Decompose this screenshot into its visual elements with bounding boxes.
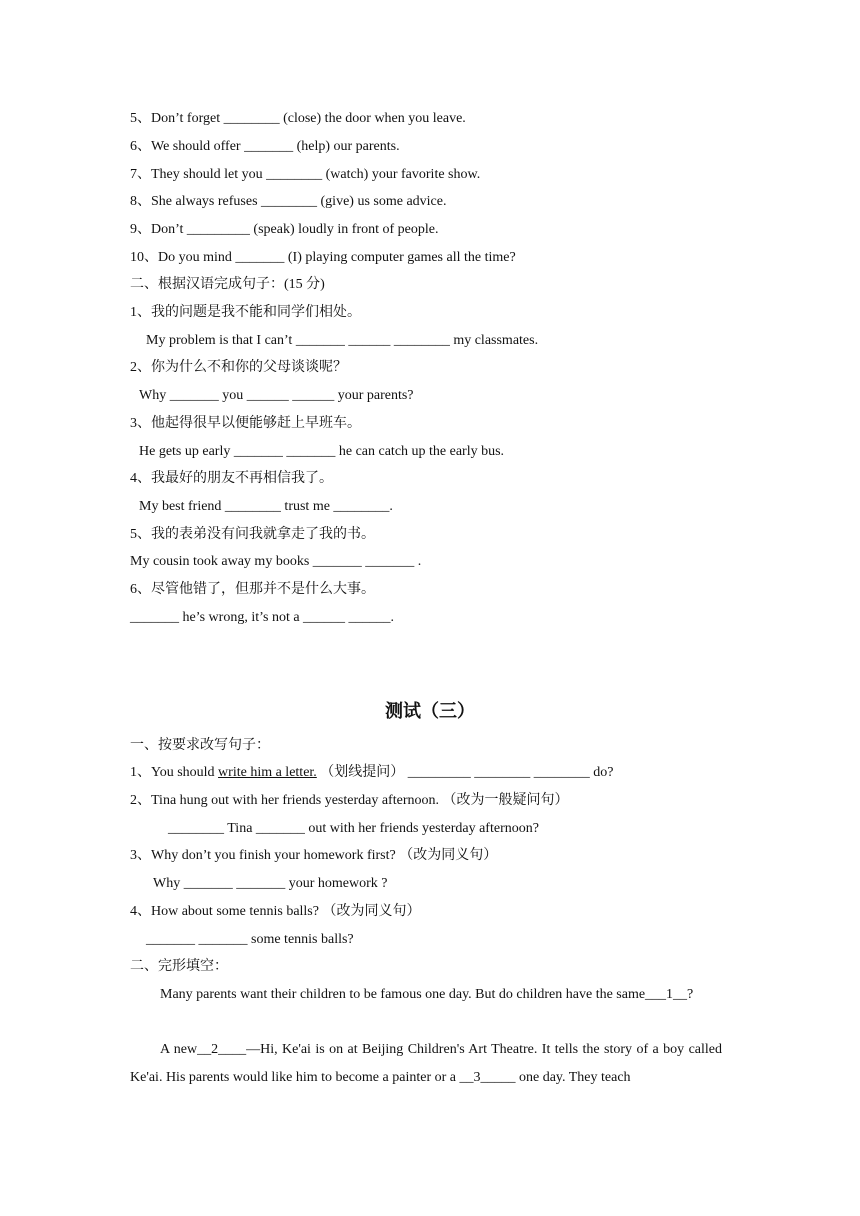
exercise-item-9: 9、Don’t _________ (speak) loudly in front of people. <box>130 222 439 237</box>
english-sentence: Why _______ you ______ ______ your parents? <box>139 388 414 403</box>
answer-line: ________ Tina _______ out with her friends yesterday afternoon? <box>168 821 539 836</box>
chinese-prompt: 6、尽管他错了，但那并不是什么大事。 <box>130 582 375 597</box>
test-title: 测试（三） <box>385 701 475 722</box>
exercise-item-10: 10、Do you mind _______ (I) playing computer games all the time? <box>130 250 516 265</box>
rewrite-question-2: 2、Tina hung out with her friends yesterday afternoon. （改为一般疑问句） <box>130 793 569 808</box>
chinese-prompt: 1、我的问题是我不能和同学们相处。 <box>130 305 361 320</box>
chinese-prompt: 4、我最好的朋友不再相信我了。 <box>130 471 333 486</box>
question-text: （划线提问） _________ ________ ________ do? <box>316 765 614 780</box>
cloze-paragraph: Many parents want their children to be famous one day. But do children have the same___1__? <box>160 987 694 1002</box>
english-sentence: My problem is that I can’t _______ ______ ________ my classmates. <box>146 333 539 348</box>
section-heading: 二、根据汉语完成句子：(15 分) <box>130 277 325 292</box>
cloze-paragraph: A new__2____—Hi, Ke'ai is on at Beijing Children's Art Theatre. It tells the story of a boy called Ke'ai. His parents would like him to become a painter or a __3_____ one day. They teach <box>130 1042 722 1085</box>
chinese-prompt: 2、你为什么不和你的父母谈谈呢？ <box>130 360 347 375</box>
english-sentence: My best friend ________ trust me ________. <box>139 499 393 514</box>
question-text: 1、You should <box>130 765 219 780</box>
chinese-prompt: 3、他起得很早以便能够赶上早班车。 <box>130 416 361 431</box>
section-heading: 二、完形填空： <box>130 959 228 974</box>
exercise-item-7: 7、They should let you ________ (watch) your favorite show. <box>130 167 481 182</box>
exercise-item-5: 5、Don’t forget ________ (close) the door when you leave. <box>130 111 466 126</box>
rewrite-question-1 <box>130 764 614 782</box>
chinese-prompt: 5、我的表弟没有问我就拿走了我的书。 <box>130 527 375 542</box>
rewrite-question-4: 4、How about some tennis balls? （改为同义句） <box>130 904 421 919</box>
exercise-item-8: 8、She always refuses ________ (give) us some advice. <box>130 194 447 209</box>
underlined-phrase: write him a letter. <box>218 765 317 780</box>
section-heading: 一、按要求改写句子： <box>130 738 270 753</box>
answer-line: Why _______ _______ your homework ? <box>153 876 388 891</box>
exercise-item-6: 6、We should offer _______ (help) our parents. <box>130 139 400 154</box>
english-sentence: _______ he’s wrong, it’s not a ______ ______. <box>130 610 395 625</box>
answer-line: _______ _______ some tennis balls? <box>146 932 354 947</box>
english-sentence: My cousin took away my books _______ _______ . <box>130 554 422 569</box>
rewrite-question-3: 3、Why don’t you finish your homework first? （改为同义句） <box>130 848 498 863</box>
english-sentence: He gets up early _______ _______ he can catch up the early bus. <box>139 444 505 459</box>
